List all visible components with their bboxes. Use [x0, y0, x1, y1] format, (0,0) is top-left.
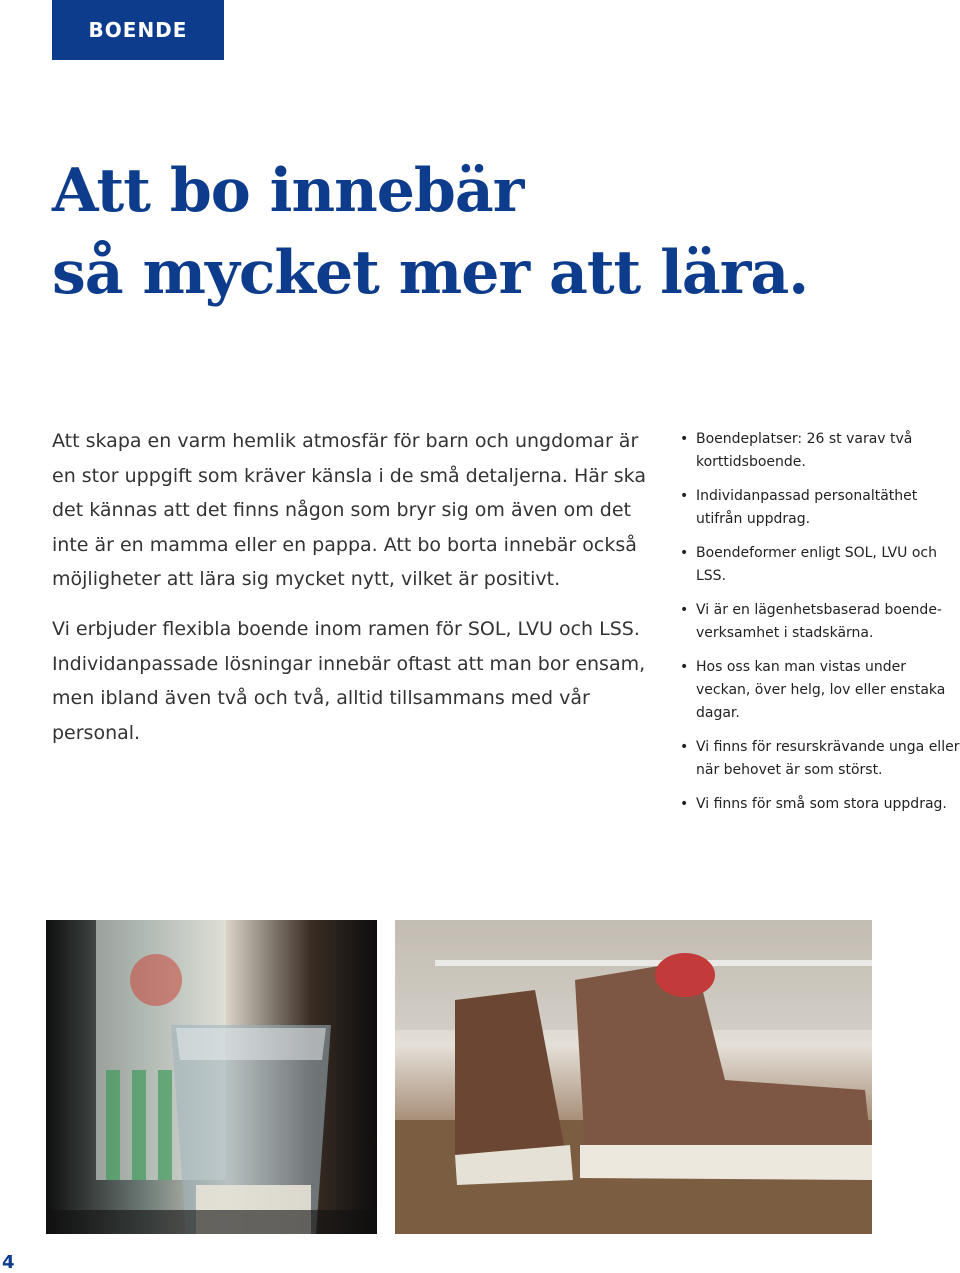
body-paragraph-1: Att skapa en varm hemlik atmosfär för barn och ungdomar är en stor uppgift som kräver känsla i de små detaljerna. Här ska det kännas att det finns någon som bryr sig om även om det inte är en mamma eller en pappa. Att bo borta innebär också möjligheter att lära sig mycket nytt, vilket är positivt.	[52, 430, 646, 591]
list-item	[678, 736, 960, 782]
list-item	[678, 599, 960, 645]
glass-illustration	[46, 920, 377, 1234]
bullet-icon: •	[680, 602, 689, 618]
shoes-illustration	[395, 920, 872, 1234]
page-title	[52, 150, 932, 314]
fact-text: Vi finns för små som stora uppdrag.	[696, 796, 947, 812]
fact-text: Boendeformer enligt SOL, LVU och LSS.	[696, 545, 937, 584]
facts-list	[678, 428, 960, 827]
list-item	[678, 485, 960, 531]
fact-text: Individanpassad personaltäthet utifrån uppdrag.	[696, 488, 918, 527]
list-item	[678, 656, 960, 725]
bullet-icon: •	[680, 796, 689, 812]
glass-photo	[46, 920, 377, 1234]
title-line-1: Att bo innebär	[52, 156, 524, 226]
body-text	[52, 424, 652, 765]
fact-text: Vi är en lägenhetsbaserad boende-verksamhet i stadskärna.	[696, 602, 942, 641]
list-item	[678, 542, 960, 588]
list-item	[678, 428, 960, 474]
section-tag: BOENDE	[52, 0, 224, 60]
bullet-icon: •	[680, 739, 689, 755]
bullet-icon: •	[680, 488, 689, 504]
bullet-icon: •	[680, 659, 689, 675]
fact-text: Hos oss kan man vistas under veckan, över helg, lov eller enstaka dagar.	[696, 659, 946, 721]
body-paragraph-2: Vi erbjuder flexibla boende inom ramen för SOL, LVU och LSS. Individanpassade lösningar innebär oftast att man bor ensam, men ibland även två och två, alltid tillsammans med vår personal.	[52, 617, 646, 744]
bullet-icon: •	[680, 545, 689, 561]
list-item	[678, 793, 960, 816]
title-line-2: så mycket mer att lära.	[52, 238, 809, 308]
fact-text: Vi finns för resurskrävande unga eller när behovet är som störst.	[696, 739, 960, 778]
shoes-photo	[395, 920, 872, 1234]
page-number: 4	[2, 1252, 15, 1273]
fact-text: Boendeplatser: 26 st varav två korttidsboende.	[696, 431, 913, 470]
bullet-icon: •	[680, 431, 689, 447]
